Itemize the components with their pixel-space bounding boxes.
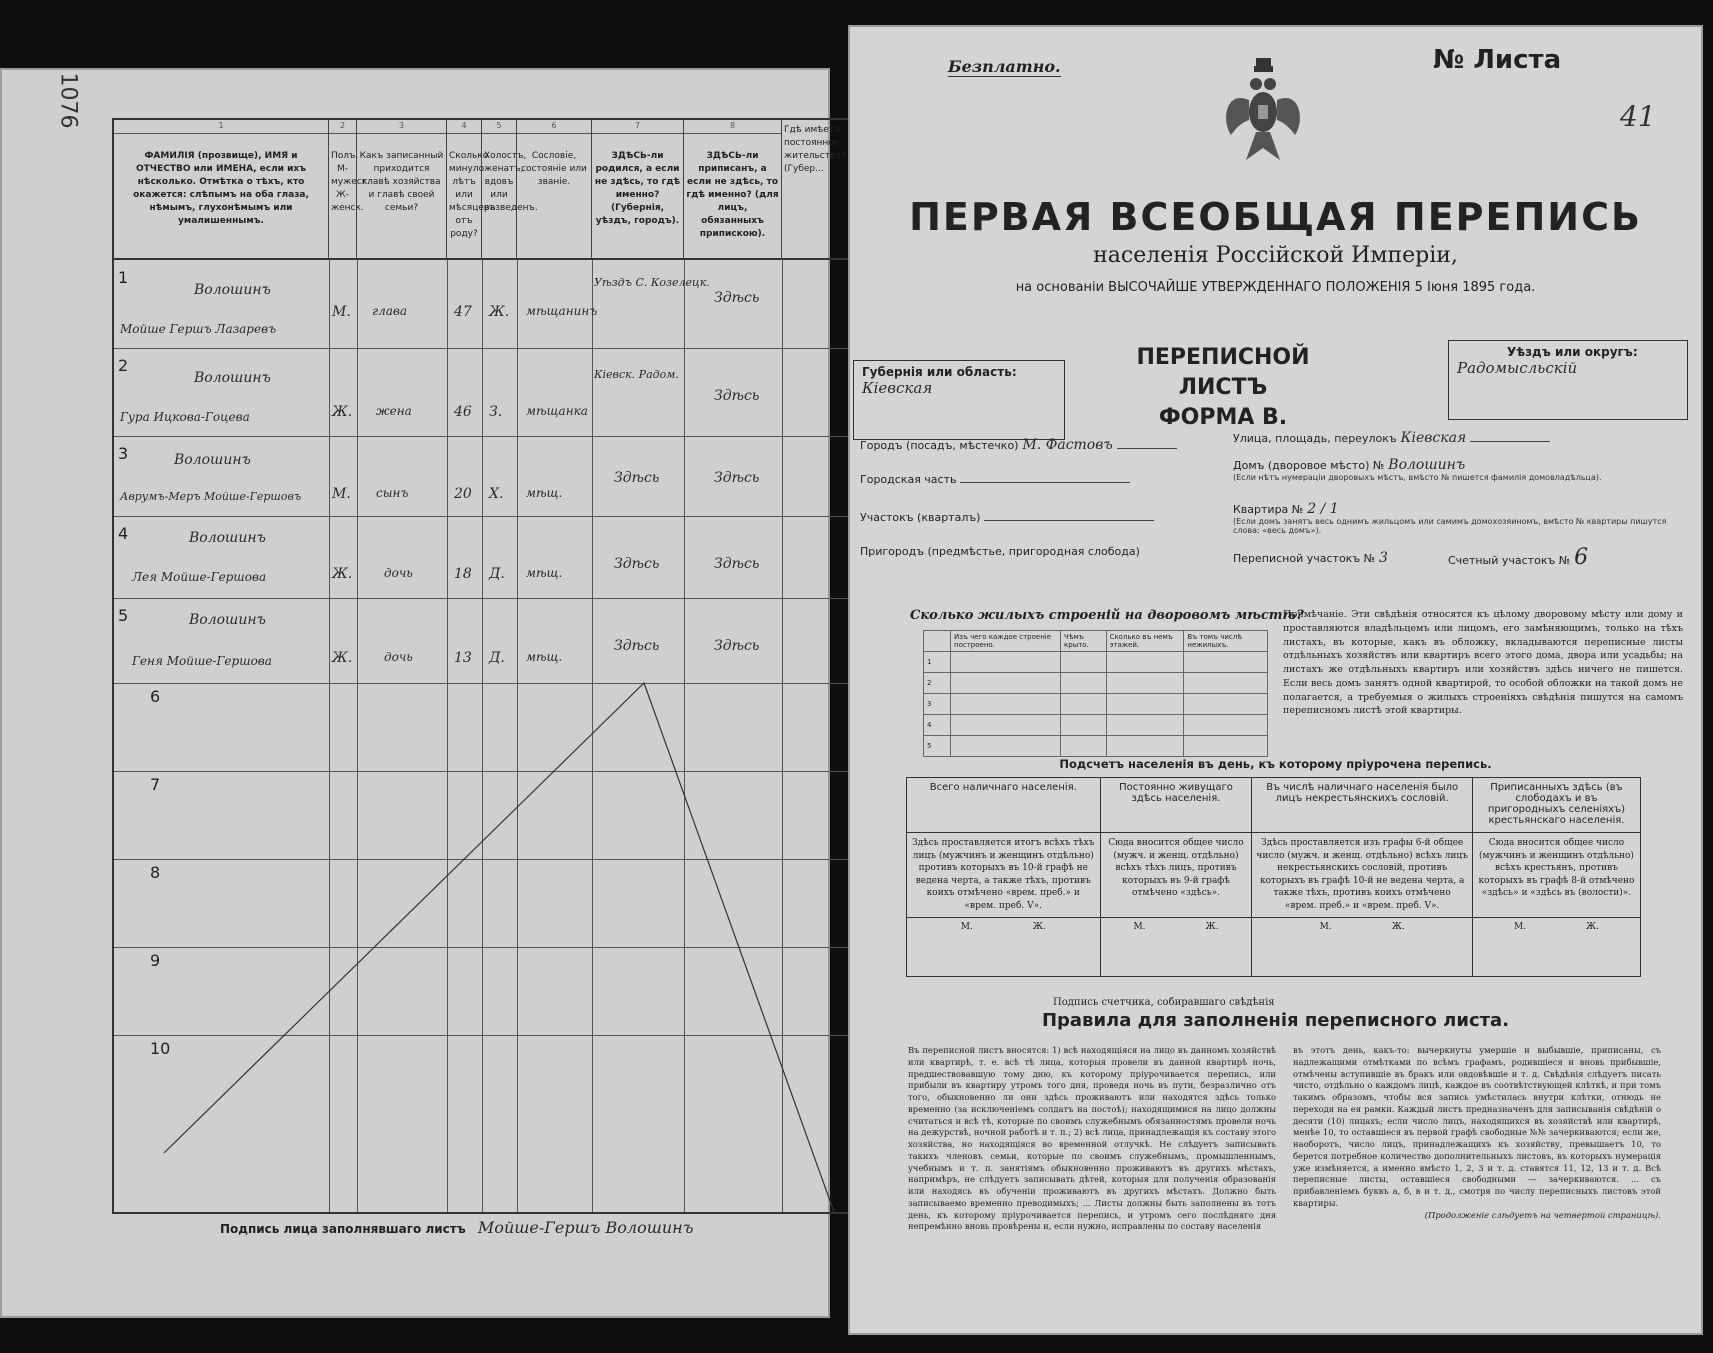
col-header-registered: 8 ЗДѢСЬ-ли приписанъ, а если не здѣсь, то гдѣ именно? (для лицъ, обязанныхъ припискою). xyxy=(684,120,782,260)
col-header-relation: 3 Какъ записанный приходится главѣ хозяйства и главѣ своей семьи? xyxy=(357,120,447,260)
rules-right-column: въ этотъ день, какъ-то: вычеркнуты умершіе и выбывшіе, приписаны, съ надлежащими отмѣтками по всѣмъ графамъ, родившіеся и вновь прибывшіе, отмѣчены вступившіе въ бракъ или овдовѣвшіе и т. д. Свѣдѣнія слѣдуетъ писать чисто, отдѣльно о каждомъ лицѣ, каждое въ соотвѣтствующей клѣткѣ, и при томъ такимъ образомъ, чтобы вся запись умѣстилась внутри клѣтки, отнюдь не переходя на ея рамки. Каждый листъ предназначенъ для записыванія свѣдѣній о десяти (10) лицахъ; если число лицъ, находящихся въ хозяйствѣ или квартирѣ, менѣе 10, то оставшіеся въ первой графѣ свободные №№ зачеркиваются; если же, наоборотъ, число лицъ, принадлежащихъ къ хозяйству, превышаетъ 10, то берется потребное количество дополнительныхъ листовъ, въ которыхъ нумерація уже измѣняется, а именно вмѣсто 1, 2, 3 и т. д. ставятся 11, 12, 13 и т. д. Всѣ переписные листы, оставшіеся свободными — зачеркиваются. ... съ прибавленіемъ буквъ а, б, в и т. д., смотря по числу переписныхъ листовъ этой квартиры. (Продолженіе слѣдуетъ на четвертой страницѣ). xyxy=(1293,1045,1661,1220)
province-box: Губернія или область: Кіевская xyxy=(853,360,1065,440)
page-title: ПЕРВАЯ ВСЕОБЩАЯ ПЕРЕПИСЬ xyxy=(909,195,1642,239)
cross-out-lines xyxy=(114,683,854,1212)
col-header-class: 6 Сословіе, состояніе или званіе. xyxy=(517,120,592,260)
household-table xyxy=(112,118,856,1214)
suburb-field: Пригородъ (предмѣстье, пригородная слобода) xyxy=(860,545,1140,558)
sheet-number-label: № Листа xyxy=(1433,45,1562,75)
page-subtitle: населенія Россійской Имперіи, xyxy=(1093,243,1458,268)
table-row: 4 Волошинъ Лея Мойше-Гершова Ж. дочь 18 Д. мѣщ. Здѣсь Здѣсь xyxy=(114,516,854,599)
street-field: Улица, площадь, переулокъ Кіевская xyxy=(1233,430,1550,446)
free-label: Безплатно. xyxy=(948,57,1061,76)
city-field: Городъ (посадъ, мѣстечко) М. Фастовъ xyxy=(860,437,1177,453)
table-row: 5 Волошинъ Геня Мойше-Гершова Ж. дочь 13 Д. мѣщ. Здѣсь Здѣсь xyxy=(114,598,854,684)
table-row: 9 xyxy=(114,947,854,1036)
note-text: Примѣчаніе. Эти свѣдѣнія относятся къ цѣлому дворовому мѣсту или дому и проставляются владѣльцемъ или лицомъ, его замѣняющимъ, только на тѣхъ листахъ, въ которые, какъ въ обложку, вкладываются переписные листы отдѣльныхъ хозяйствъ или квартиръ всего этого дома, двора или усадьбы; на листахъ же отдѣльныхъ квартиръ или хозяйствъ здѣсь ничего не пишется. Если весь домъ занятъ одной квартирой, то особой обложки на такой домъ не полагается, а требуемыя о жилыхъ строеніяхъ свѣдѣнія пишутся на самомъ переписномъ листѣ этой квартиры. xyxy=(1283,609,1683,717)
table-row: 1 Волошинъ Мойше Гершъ Лазаревъ М. глава 47 Ж. мѣщанинъ Уѣздъ С. Козелецк. Здѣсь xyxy=(114,260,854,349)
col-header-born: 7 ЗДѢСЬ-ли родился, а если не здѣсь, то гдѣ именно? (Губернія, уѣздъ, городъ). xyxy=(592,120,684,260)
table-row: 7 xyxy=(114,771,854,860)
population-count-heading: Подсчетъ населенія въ день, къ которому пріурочена перепись. xyxy=(1059,757,1492,771)
form-name: ПЕРЕПИСНОЙ ЛИСТЪ ФОРМА В. xyxy=(1136,345,1310,430)
table-row: 2 Волошинъ Гура Ицкова-Гоцева Ж. жена 46 З. мѣщанка Кіевск. Радом. Здѣсь xyxy=(114,348,854,437)
left-page xyxy=(0,68,846,1318)
archive-margin-note: 1076 xyxy=(55,72,81,129)
table-row: 6 xyxy=(114,683,854,772)
table-row: 3 Волошинъ Аврумъ-Меръ Мойше-Гершовъ М. сынъ 20 Х. мѣщ. Здѣсь Здѣсь xyxy=(114,436,854,517)
buildings-question: Сколько жилыхъ строеній на дворовомъ мѣстѣ? xyxy=(910,608,1304,623)
col-header-sex: 2 Полъ. М-мужеск. Ж-женск. xyxy=(329,120,357,260)
population-count-table: Всего наличнаго населенія. Постоянно живущаго здѣсь населенія. Въ числѣ наличнаго населенія было лицъ некрестьянскихъ сословій. Приписанныхъ здѣсь (въ слободахъ и въ пригородныхъ селеніяхъ) крестьянскаго населенія. Здѣсь проставляется итогъ всѣхъ тѣхъ лицъ (мужчинъ и женщинъ отдѣльно) противъ которыхъ въ 10-й графѣ не ведена черта, а также тѣхъ, противъ коихъ отмѣчено «врем. преб.» и «врем. преб. V». Сюда вносится общее число (мужч. и женщ. отдѣльно) всѣхъ тѣхъ лицъ, противъ которыхъ въ 9-й графѣ отмѣчено «здѣсь». Здѣсь проставляется изъ графы 6-й общее число (мужч. и женщ. отдѣльно) всѣхъ лицъ некрестьянскихъ сословій, противъ которыхъ въ графѣ 10-й не ведена черта, а также тѣхъ, противъ коихъ отмѣчено «врем. преб.» и «врем. преб. V». Сюда вносится общее число (мужчинъ и женщинъ отдѣльно) всѣхъ крестьянъ, противъ которыхъ въ графѣ 8-й отмѣчено «здѣсь» и «здѣсь въ (волости)». М. Ж. М. Ж. М. Ж. М. Ж. xyxy=(906,777,1641,977)
col-header-age: 4 Сколько минуло лѣтъ или мѣсяцевъ отъ роду? xyxy=(447,120,482,260)
table-row: 8 xyxy=(114,859,854,948)
buildings-table: Изъ чего каждое строеніе построено. Чѣмъ крыто. Сколько въ немъ этажей. Въ томъ числѣ нежилыхъ. 1 2 3 4 5 xyxy=(923,630,1268,757)
count-precinct-field: Счетный участокъ № 6 xyxy=(1448,545,1589,570)
col-header-marital: 5 Холостъ, женатъ, вдовъ или разведенъ. xyxy=(482,120,517,260)
district-box: Уѣздъ или округъ: Радомысльскій xyxy=(1448,340,1688,420)
imperial-eagle-emblem-icon xyxy=(1216,50,1311,175)
col-header-name: 1 ФАМИЛІЯ (прозвище), ИМЯ и ОТЧЕСТВО или ИМЕНА, если ихъ нѣсколько. Отмѣтка о тѣхъ, кто окажется: слѣпымъ на оба глаза, нѣмымъ, глухонѣмымъ или умалишеннымъ. xyxy=(114,120,329,260)
rules-left-column: Въ переписной листъ вносятся: 1) всѣ находящіяся на лицо въ данномъ хозяйствѣ или квартирѣ, т. е. всѣ тѣ лица, которыя провели въ данной квартирѣ ночь, предшествовавшую тому дню, къ которому пріурочивается перепись, или прибыли въ квартиру утромъ того дня, проведя ночь въ пути, безразлично отъ того, обыкновенно ли они здѣсь проживаютъ или находятся здѣсь только временно (за исключеніемъ солдатъ на постоѣ); находящимися на лицо должны считаться и всѣ тѣ, которые по своимъ служебнымъ обязанностямъ провели ночь на дежурствѣ, ночной работѣ и т. п.; 2) всѣ лица, принадлежащія къ составу этого хозяйства, но находящіяся во временной отлучкѣ. Не слѣдуетъ записывать такихъ членовъ семьи, которые по своимъ служебнымъ, промышленнымъ, учебнымъ и т. п. занятіямъ обыкновенно проживаютъ въ другихъ мѣстахъ, напримѣръ, не слѣдуетъ записывать дѣтей, которыя для полученія образованія или находясь въ обученіи проживаютъ въ другихъ мѣстахъ. Должно быть записываемо временно преводимыхъ; ... Листы должны быть заполнены въ тотъ день, къ которому пріурочивается перепись, и утромъ сего послѣдняго дня непремѣнно вновь провѣрены и, если нужно, исправлены по составу населенія xyxy=(908,1045,1276,1232)
counter-signature: Подпись счетчика, собиравшаго свѣдѣнія xyxy=(1053,997,1275,1008)
col-header-residence: Гдѣ имѣетъ постоянное жительство? (Губер... xyxy=(782,120,852,260)
sheet-number-value: 41 xyxy=(1620,100,1656,133)
apartment-field: Квартира № 2 / 1 (Если домъ занятъ весь однимъ жильцомъ или самимъ домохозяиномъ, вмѣсто № квартиры пишутся слова: «весь домъ»). xyxy=(1233,501,1667,535)
census-precinct-field: Переписной участокъ № 3 xyxy=(1233,550,1388,566)
city-part-field: Городская часть xyxy=(860,473,1130,486)
right-page xyxy=(848,25,1703,1335)
legal-basis: на основаніи ВЫСОЧАЙШЕ УТВЕРЖДЕННАГО ПОЛОЖЕНІЯ 5 Іюня 1895 года. xyxy=(1015,280,1536,295)
filler-signature: Подпись лица заполнявшаго листъ Мойше-Гершъ Волошинъ xyxy=(220,1218,694,1237)
rules-title: Правила для заполненія переписного листа. xyxy=(1041,1010,1510,1031)
precinct-field: Участокъ (кварталъ) xyxy=(860,511,1154,524)
table-row: 10 xyxy=(150,1039,171,1058)
house-field: Домъ (дворовое мѣсто) № Волошинъ (Если нѣтъ нумераціи дворовыхъ мѣстъ, вмѣсто № пишется фамилія домовладѣльца). xyxy=(1233,457,1602,482)
